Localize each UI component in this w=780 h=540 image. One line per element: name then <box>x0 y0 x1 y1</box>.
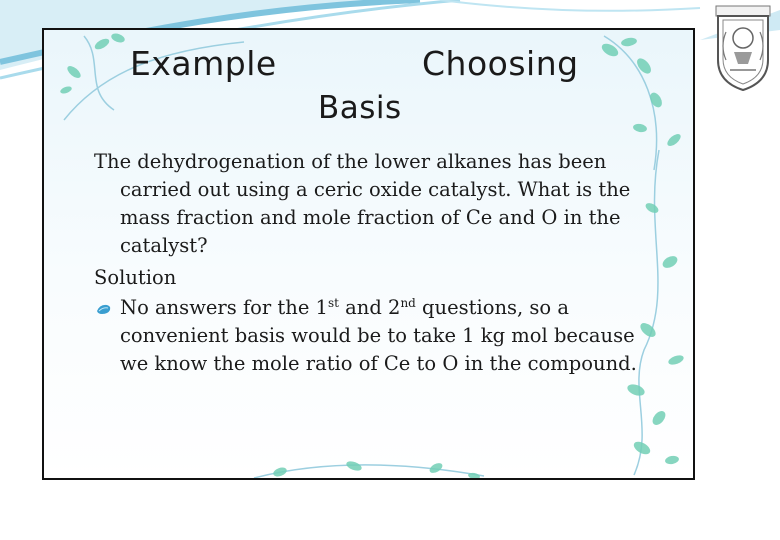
ordinal-nd: nd <box>400 296 416 310</box>
bullet-icon <box>96 303 112 315</box>
bullet-item <box>94 294 654 378</box>
bullet-text-1: No answers for the 1 <box>120 296 328 319</box>
title-basis: Basis <box>318 90 402 126</box>
title-choosing: Choosing <box>422 44 579 83</box>
bullet-text-3: questions, so a convenient basis would be to take 1 kg mol because we know the mole ratio of Ce to O in the compound. <box>120 296 637 375</box>
slide-body <box>94 148 654 378</box>
bullet-text-2: and 2 <box>338 296 401 319</box>
title-example: Example <box>130 44 277 83</box>
university-logo-icon <box>712 2 774 94</box>
slide-frame <box>42 28 695 480</box>
ordinal-st: st <box>327 296 339 310</box>
problem-statement: The dehydrogenation of the lower alkanes has been carried out using a ceric oxide catalyst. What is the mass fraction and mole fraction of Ce and O in the catalyst? <box>94 150 631 257</box>
solution-label: Solution <box>94 266 177 289</box>
